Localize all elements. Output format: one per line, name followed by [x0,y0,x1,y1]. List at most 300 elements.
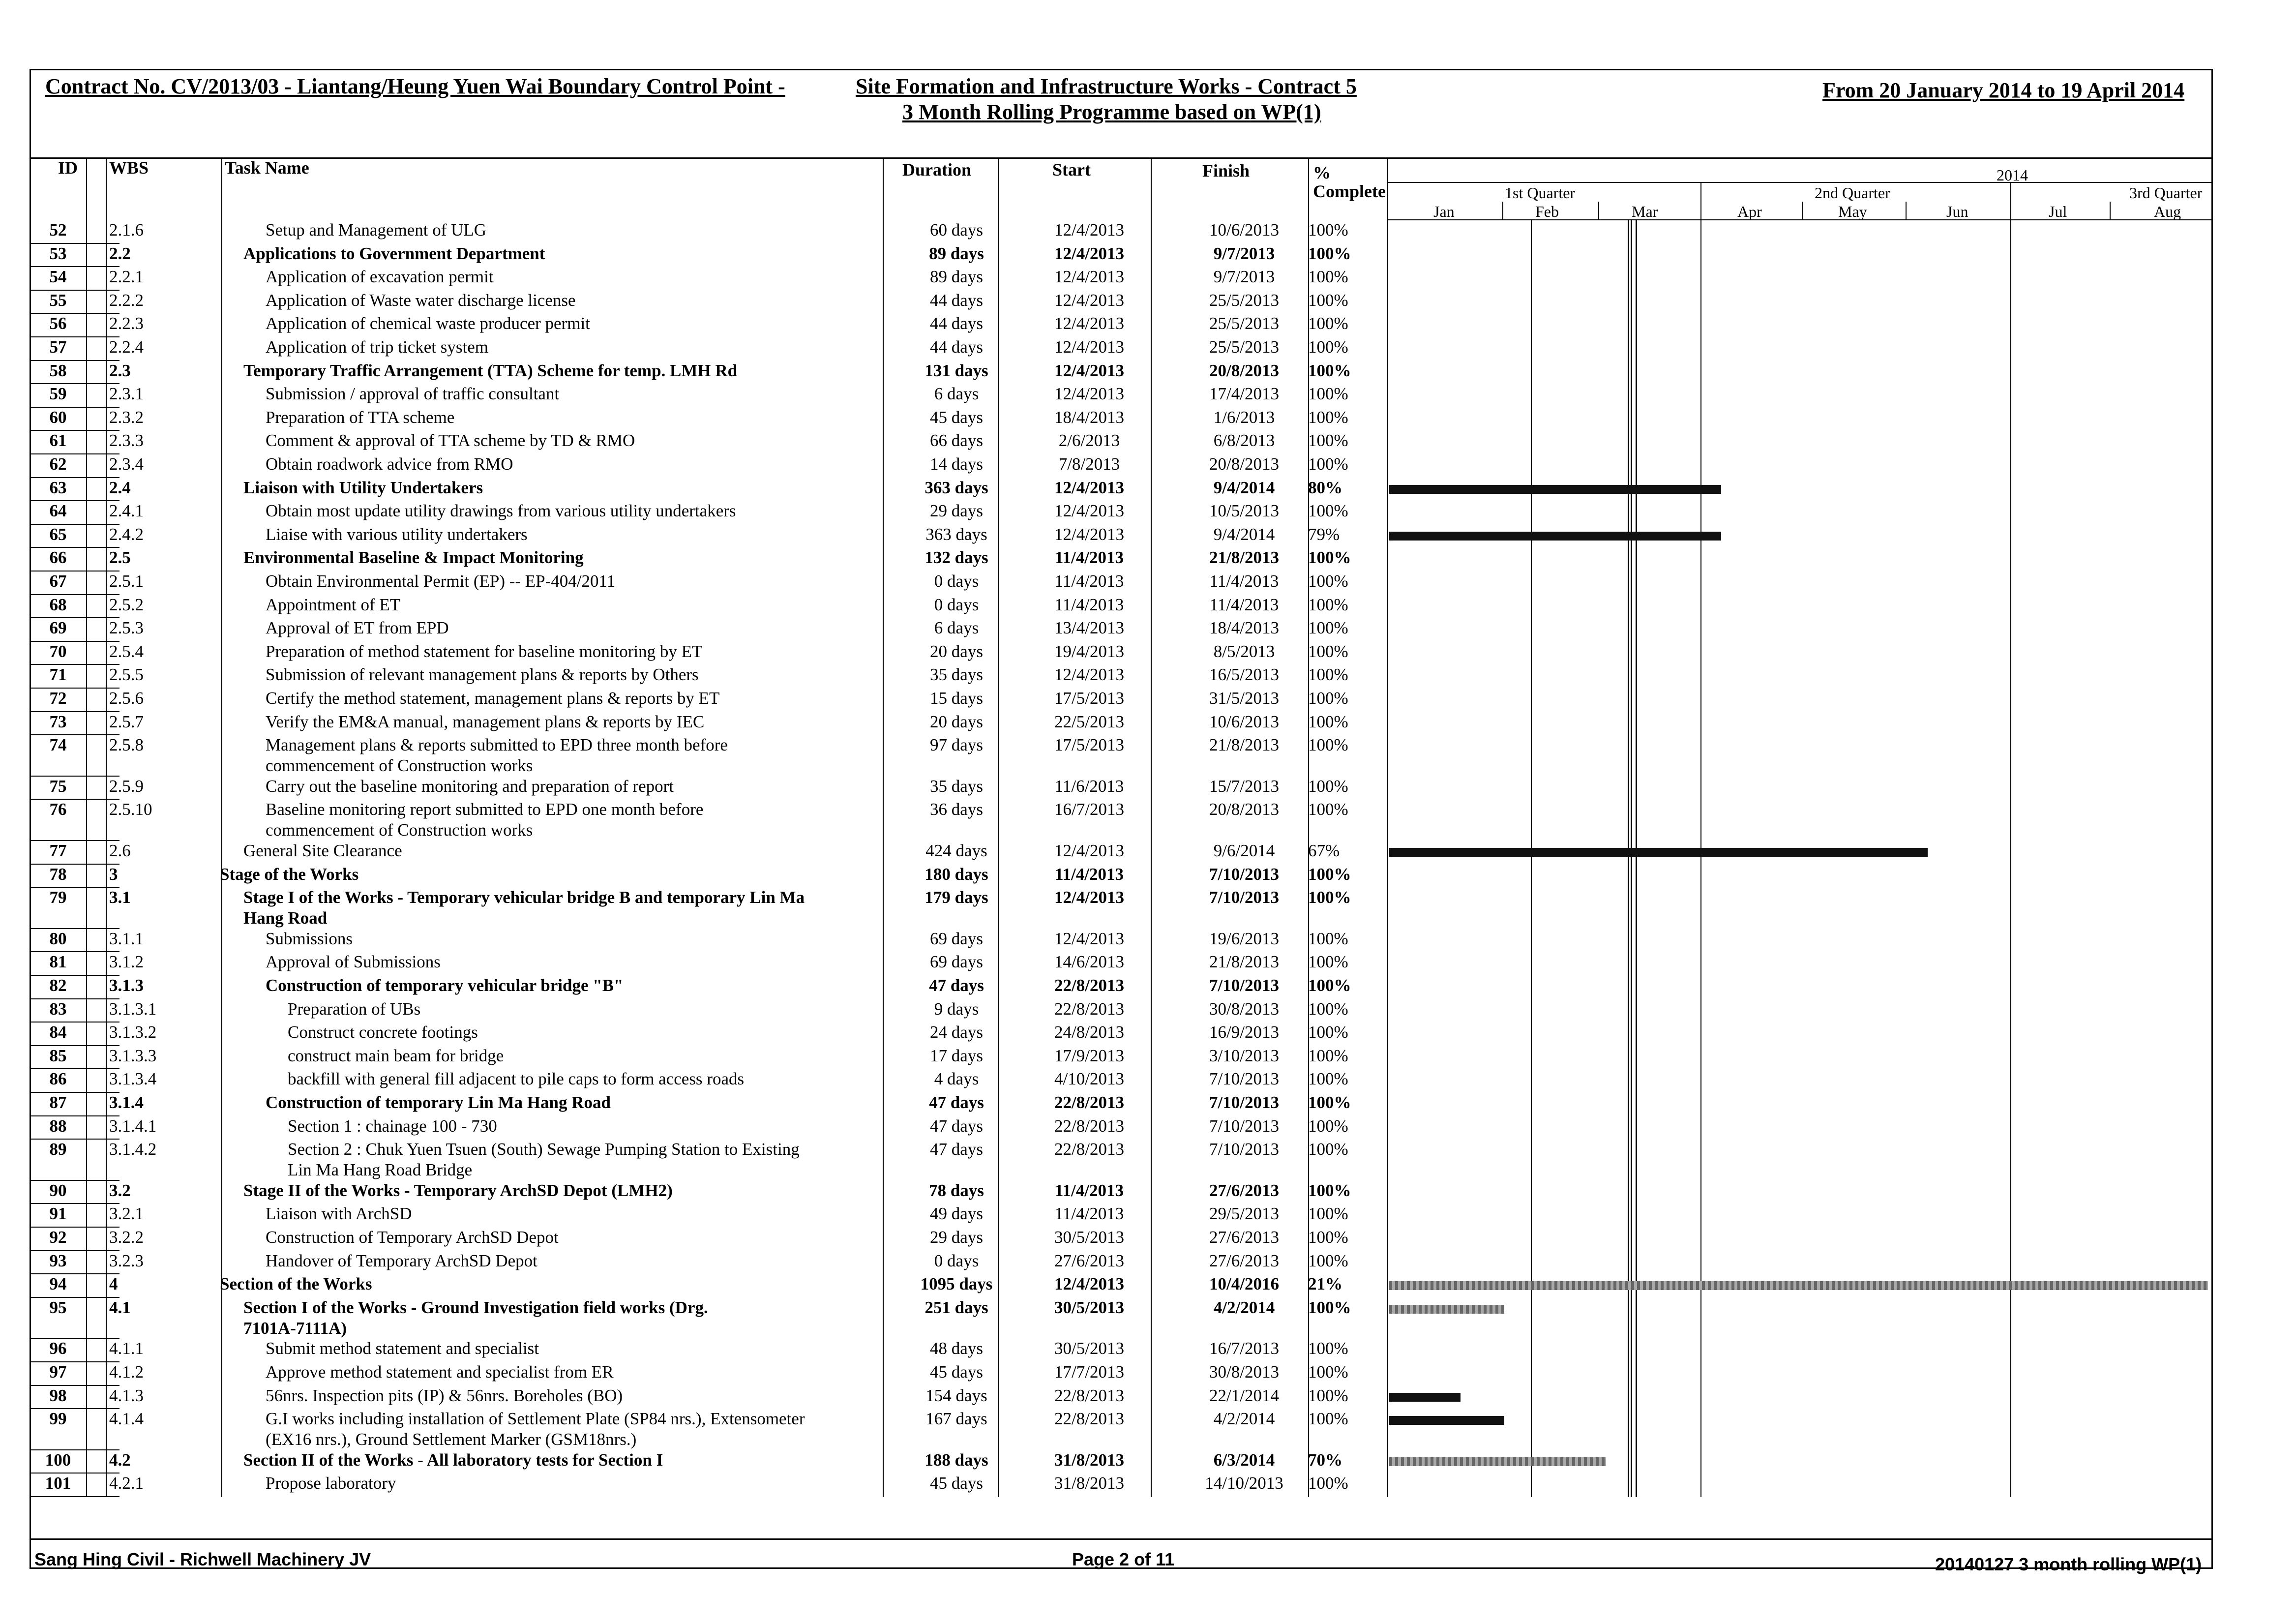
task-complete: 100% [1308,689,1348,708]
task-complete: 100% [1308,361,1351,380]
task-finish: 7/10/2013 [1209,1140,1279,1159]
task-duration: 20 days [930,712,983,731]
task-wbs: 2.2.3 [109,314,144,333]
task-wbs: 4.2 [109,1450,131,1470]
task-duration: 29 days [930,1228,983,1247]
task-complete: 100% [1308,618,1348,638]
task-start: 11/4/2013 [1054,571,1124,591]
task-start: 30/5/2013 [1054,1339,1124,1358]
task-start: 12/4/2013 [1054,1274,1124,1294]
task-complete: 67% [1308,841,1340,860]
task-start: 22/5/2013 [1054,712,1124,731]
task-finish: 15/7/2013 [1209,776,1279,796]
task-id: 97 [49,1362,67,1382]
task-duration: 1095 days [920,1274,993,1294]
gantt-gridline [1628,220,1629,1497]
task-id: 65 [49,524,67,544]
task-wbs: 2.5.6 [109,689,144,708]
task-wbs: 2.4.2 [109,524,144,544]
task-wbs: 2.3.1 [109,384,144,404]
table-row [31,408,1387,431]
gantt-gridline [1531,220,1532,1497]
task-complete: 80% [1308,478,1342,497]
task-wbs: 3.1.3.2 [109,1023,157,1042]
task-name: Section of the Works [220,1274,372,1294]
table-row [31,1204,1387,1228]
task-wbs: 2.2.2 [109,290,144,310]
table-row [31,929,1387,953]
task-complete: 100% [1308,929,1348,948]
task-finish: 20/8/2013 [1209,454,1279,474]
task-complete: 100% [1308,548,1351,568]
task-wbs: 2.6 [109,841,131,860]
task-complete: 21% [1308,1274,1342,1294]
table-row [31,1023,1387,1046]
task-id: 67 [49,571,67,591]
task-finish: 11/4/2013 [1209,595,1279,614]
task-duration: 35 days [930,665,983,685]
contract-title: Contract No. CV/2013/03 - Liantang/Heung Yuen Wai Boundary Control Point - [45,74,785,98]
table-row [31,501,1387,525]
table-row [31,1251,1387,1275]
table-row [31,735,1387,777]
task-wbs: 2.4 [109,478,131,497]
task-wbs: 4.1.1 [109,1339,144,1358]
task-wbs: 4 [109,1274,118,1294]
task-wbs: 2.2.4 [109,337,144,357]
task-complete: 100% [1308,864,1351,884]
task-name: Section 1 : chainage 100 - 730 [288,1116,497,1136]
task-name: Carry out the baseline monitoring and preparation of report [266,776,674,796]
task-complete: 100% [1308,641,1348,661]
task-start: 12/4/2013 [1054,384,1124,404]
task-start: 12/4/2013 [1054,478,1124,497]
table-row [31,1298,1387,1339]
task-duration: 89 days [929,243,984,263]
task-id: 90 [49,1180,67,1200]
task-wbs: 2.5.10 [109,800,152,819]
footer-document-ref: 20140127 3 month rolling WP(1) [1935,1554,2202,1574]
quarter-row-line [1388,182,2212,183]
task-finish: 7/10/2013 [1209,888,1279,907]
task-wbs: 2.5.7 [109,712,144,731]
task-name: Obtain Environmental Permit (EP) -- EP-404/2011 [266,571,616,591]
task-finish: 30/8/2013 [1209,1362,1279,1382]
task-name: Comment & approval of TTA scheme by TD & RMO [266,431,635,451]
task-finish: 7/10/2013 [1209,1116,1279,1136]
gantt-header-bottom [1388,219,2212,220]
works-title: Site Formation and Infrastructure Works - Contract 5 [856,74,1357,98]
task-start: 19/4/2013 [1054,641,1124,661]
task-finish: 29/5/2013 [1209,1204,1279,1224]
table-row [31,777,1387,800]
task-name: Preparation of method statement for baseline monitoring by ET [266,641,703,661]
table-row [31,665,1387,689]
task-finish: 14/10/2013 [1205,1474,1283,1493]
task-duration: 78 days [929,1180,984,1200]
task-duration: 45 days [930,1362,983,1382]
table-row [31,712,1387,736]
task-start: 27/6/2013 [1054,1251,1124,1270]
task-wbs: 2.4.1 [109,501,144,521]
task-complete: 100% [1308,1140,1348,1159]
task-start: 12/4/2013 [1054,524,1124,544]
task-start: 12/4/2013 [1054,361,1124,380]
task-start: 11/4/2013 [1054,1204,1124,1224]
task-start: 7/8/2013 [1058,454,1120,474]
task-duration: 0 days [934,571,979,591]
task-wbs: 4.1.3 [109,1385,144,1405]
task-complete: 100% [1308,1251,1348,1270]
task-finish: 9/6/2014 [1213,841,1275,860]
task-duration: 47 days [929,1093,984,1112]
table-row [31,431,1387,454]
task-complete: 100% [1308,454,1348,474]
table-row [31,642,1387,665]
task-duration: 89 days [930,267,983,287]
task-start: 17/9/2013 [1054,1046,1124,1065]
task-complete: 100% [1308,776,1348,796]
task-name-continued: Hang Road [243,908,328,928]
task-start: 17/7/2013 [1054,1362,1124,1382]
task-name: Appointment of ET [266,595,401,614]
table-row [31,1093,1387,1116]
table-row [31,1116,1387,1140]
task-finish: 19/6/2013 [1209,929,1279,948]
task-complete: 100% [1308,1228,1348,1247]
task-complete: 100% [1308,976,1351,995]
task-duration: 17 days [930,1046,983,1065]
task-wbs: 2.3.3 [109,431,144,451]
task-complete: 100% [1308,952,1348,972]
month-tick [1598,202,1599,220]
task-name: G.I works including installation of Settlement Plate (SP84 nrs.), Extensometer [266,1409,805,1429]
task-start: 22/8/2013 [1054,1116,1124,1136]
task-id: 75 [49,776,67,796]
task-finish: 9/4/2014 [1213,478,1275,497]
table-row [31,1181,1387,1204]
task-name: Stage I of the Works - Temporary vehicular bridge B and temporary Lin Ma [243,888,805,907]
table-row [31,314,1387,337]
task-finish: 27/6/2013 [1209,1228,1279,1247]
task-complete: 100% [1308,243,1351,263]
task-id: 85 [49,1046,67,1065]
task-id: 76 [49,800,67,819]
col-id: ID [58,158,78,178]
task-complete: 100% [1308,999,1348,1019]
task-duration: 97 days [930,735,983,755]
quarter-1: 1st Quarter [1505,184,1576,202]
task-finish: 17/4/2013 [1209,384,1279,404]
task-name-continued: 7101A-7111A) [243,1318,347,1338]
task-id: 78 [49,864,67,884]
task-start: 11/4/2013 [1054,864,1124,884]
task-name: Construction of Temporary ArchSD Depot [266,1228,559,1247]
task-id: 61 [49,431,67,451]
task-id: 99 [49,1409,67,1429]
task-complete: 100% [1308,1297,1351,1317]
task-complete: 100% [1308,267,1348,287]
gantt-bar [1389,1281,2208,1290]
task-name: Section 2 : Chuk Yuen Tsuen (South) Sewage Pumping Station to Existing [288,1140,800,1159]
quarter-divider [2010,182,2011,1497]
table-row [31,595,1387,619]
task-duration: 4 days [934,1069,979,1089]
task-wbs: 2.3 [109,361,131,380]
task-wbs: 3.2.3 [109,1251,144,1270]
task-id: 62 [49,454,67,474]
task-finish: 10/6/2013 [1209,220,1279,240]
task-finish: 21/8/2013 [1209,952,1279,972]
task-id: 68 [49,595,67,614]
task-duration: 44 days [930,290,983,310]
task-id: 86 [49,1069,67,1089]
column-divider [1387,157,1388,1497]
task-id: 60 [49,407,67,427]
task-wbs: 3.2 [109,1180,131,1200]
table-row [31,548,1387,571]
task-duration: 15 days [930,689,983,708]
gantt-bar [1389,1393,1461,1402]
task-finish: 21/8/2013 [1209,735,1279,755]
table-row [31,337,1387,361]
task-id: 79 [49,888,67,907]
task-wbs: 3.1.2 [109,952,144,972]
table-row [31,1046,1387,1070]
table-row [31,976,1387,999]
task-id: 88 [49,1116,67,1136]
task-wbs: 2.3.2 [109,407,144,427]
task-finish: 27/6/2013 [1209,1251,1279,1270]
task-complete: 100% [1308,1204,1348,1224]
col-duration: Duration [902,160,972,180]
task-finish: 20/8/2013 [1209,800,1279,819]
task-wbs: 2.5.9 [109,776,144,796]
month-tick [1906,202,1907,220]
col-complete-symbol: % [1313,163,1331,182]
task-complete: 100% [1308,735,1348,755]
task-finish: 16/5/2013 [1209,665,1279,685]
task-name: Management plans & reports submitted to EPD three month before [266,735,728,755]
task-finish: 16/9/2013 [1209,1023,1279,1042]
table-row [31,800,1387,841]
task-complete: 70% [1308,1450,1342,1470]
task-complete: 100% [1308,800,1348,819]
task-name: Temporary Traffic Arrangement (TTA) Scheme for temp. LMH Rd [243,361,738,380]
task-finish: 20/8/2013 [1209,361,1279,380]
table-row [31,1409,1387,1450]
task-name: Application of Waste water discharge license [266,290,576,310]
task-start: 30/5/2013 [1054,1228,1124,1247]
task-duration: 167 days [925,1409,987,1429]
task-finish: 7/10/2013 [1209,1093,1279,1112]
task-name: Certify the method statement, management plans & reports by ET [266,689,720,708]
task-duration: 49 days [930,1204,983,1224]
table-row [31,689,1387,712]
task-id: 82 [49,976,67,995]
task-name-continued: commencement of Construction works [266,756,533,776]
table-row [31,1339,1387,1362]
task-finish: 8/5/2013 [1213,641,1275,661]
task-duration: 0 days [934,595,979,614]
task-finish: 31/5/2013 [1209,689,1279,708]
task-start: 11/6/2013 [1054,776,1124,796]
task-duration: 69 days [930,929,983,948]
task-start: 11/4/2013 [1054,595,1124,614]
task-name: Preparation of UBs [288,999,421,1019]
task-duration: 29 days [930,501,983,521]
task-complete: 100% [1308,314,1348,333]
task-finish: 25/5/2013 [1209,337,1279,357]
task-wbs: 3 [109,864,118,884]
task-name: General Site Clearance [243,841,402,860]
task-complete: 100% [1308,337,1348,357]
task-id: 59 [49,384,67,404]
timeline-year: 2014 [1997,166,2028,184]
task-duration: 6 days [934,618,979,638]
task-name: Application of chemical waste producer permit [266,314,590,333]
month-tick [2110,202,2111,220]
task-duration: 47 days [930,1140,983,1159]
task-duration: 47 days [929,976,984,995]
month-mar: Mar [1632,203,1658,220]
task-id: 71 [49,665,67,685]
task-duration: 44 days [930,337,983,357]
task-duration: 131 days [924,361,988,380]
task-wbs: 3.1.4.1 [109,1116,157,1136]
task-wbs: 4.2.1 [109,1474,144,1493]
gantt-gridline [1631,220,1632,1497]
task-name: Application of excavation permit [266,267,494,287]
task-complete: 100% [1308,384,1348,404]
task-complete: 100% [1308,1069,1348,1089]
month-jun: Jun [1946,203,1968,220]
task-wbs: 3.1.3.1 [109,999,157,1019]
task-start: 22/8/2013 [1054,1385,1124,1405]
quarter-divider [1700,182,1701,1497]
task-finish: 9/4/2014 [1213,524,1275,544]
task-name-continued: Lin Ma Hang Road Bridge [288,1160,473,1180]
task-wbs: 3.1.3 [109,976,144,995]
task-wbs: 2.5.3 [109,618,144,638]
task-finish: 1/6/2013 [1213,407,1275,427]
task-finish: 7/10/2013 [1209,864,1279,884]
col-complete: Complete [1313,181,1386,201]
task-duration: 6 days [934,384,979,404]
task-finish: 3/10/2013 [1209,1046,1279,1065]
task-id: 69 [49,618,67,638]
task-id: 66 [49,548,67,568]
task-finish: 7/10/2013 [1209,1069,1279,1089]
task-duration: 188 days [924,1450,988,1470]
task-complete: 100% [1308,1046,1348,1065]
task-name: Approve method statement and specialist from ER [266,1362,614,1382]
task-wbs: 3.2.1 [109,1204,144,1224]
task-finish: 10/4/2016 [1209,1274,1279,1294]
table-row [31,1362,1387,1386]
table-row [31,1140,1387,1181]
task-id: 98 [49,1385,67,1405]
table-row [31,1069,1387,1093]
task-name: Setup and Management of ULG [266,220,487,240]
task-start: 12/4/2013 [1054,337,1124,357]
task-name: Applications to Government Department [243,243,545,263]
quarter-3: 3rd Quarter [2129,184,2203,202]
task-name: backfill with general fill adjacent to pile caps to form access roads [288,1069,745,1089]
task-name: Approval of Submissions [266,952,441,972]
task-duration: 9 days [934,999,979,1019]
table-row [31,1274,1387,1298]
task-finish: 10/6/2013 [1209,712,1279,731]
month-tick [1502,202,1503,220]
table-row [31,454,1387,478]
task-name: Liaise with various utility undertakers [266,524,528,544]
task-finish: 4/2/2014 [1213,1409,1275,1429]
task-complete: 100% [1308,407,1348,427]
task-name: Section II of the Works - All laboratory tests for Section I [243,1450,663,1470]
task-duration: 20 days [930,641,983,661]
task-complete: 100% [1308,501,1348,521]
task-complete: 100% [1308,1023,1348,1042]
task-finish: 25/5/2013 [1209,314,1279,333]
task-wbs: 2.3.4 [109,454,144,474]
task-name: Construct concrete footings [288,1023,478,1042]
row-divider [31,1496,119,1497]
task-id: 77 [49,841,67,860]
task-id: 58 [49,361,67,380]
month-apr: Apr [1737,203,1762,220]
task-duration: 363 days [924,478,988,497]
task-id: 56 [49,314,67,333]
task-id: 101 [45,1474,71,1493]
task-duration: 24 days [930,1023,983,1042]
task-duration: 36 days [930,800,983,819]
task-complete: 100% [1308,290,1348,310]
task-duration: 424 days [925,841,987,860]
task-finish: 18/4/2013 [1209,618,1279,638]
gantt-gridline [1636,220,1637,1497]
task-finish: 22/1/2014 [1209,1385,1279,1405]
task-duration: 363 days [925,524,987,544]
task-wbs: 4.1 [109,1297,131,1317]
task-start: 12/4/2013 [1054,888,1124,907]
task-name: Handover of Temporary ArchSD Depot [266,1251,537,1270]
gantt-bar [1389,1416,1504,1425]
task-wbs: 2.5.4 [109,641,144,661]
task-finish: 30/8/2013 [1209,999,1279,1019]
task-wbs: 3.1.1 [109,929,144,948]
task-complete: 100% [1308,431,1348,451]
footer-divider [30,1538,2213,1540]
task-wbs: 3.1.4.2 [109,1140,157,1159]
task-name: Submissions [266,929,353,948]
table-row [31,220,1387,244]
task-start: 12/4/2013 [1054,290,1124,310]
table-row [31,571,1387,595]
task-finish: 27/6/2013 [1209,1180,1279,1200]
task-finish: 7/10/2013 [1209,976,1279,995]
col-wbs: WBS [109,158,149,178]
task-id: 54 [49,267,67,287]
task-start: 22/8/2013 [1054,976,1124,995]
task-finish: 21/8/2013 [1209,548,1279,568]
task-duration: 179 days [924,888,988,907]
col-task-name: Task Name [225,158,309,178]
task-start: 18/4/2013 [1054,407,1124,427]
task-id: 72 [49,689,67,708]
table-row [31,1228,1387,1251]
month-tick [1802,202,1803,220]
